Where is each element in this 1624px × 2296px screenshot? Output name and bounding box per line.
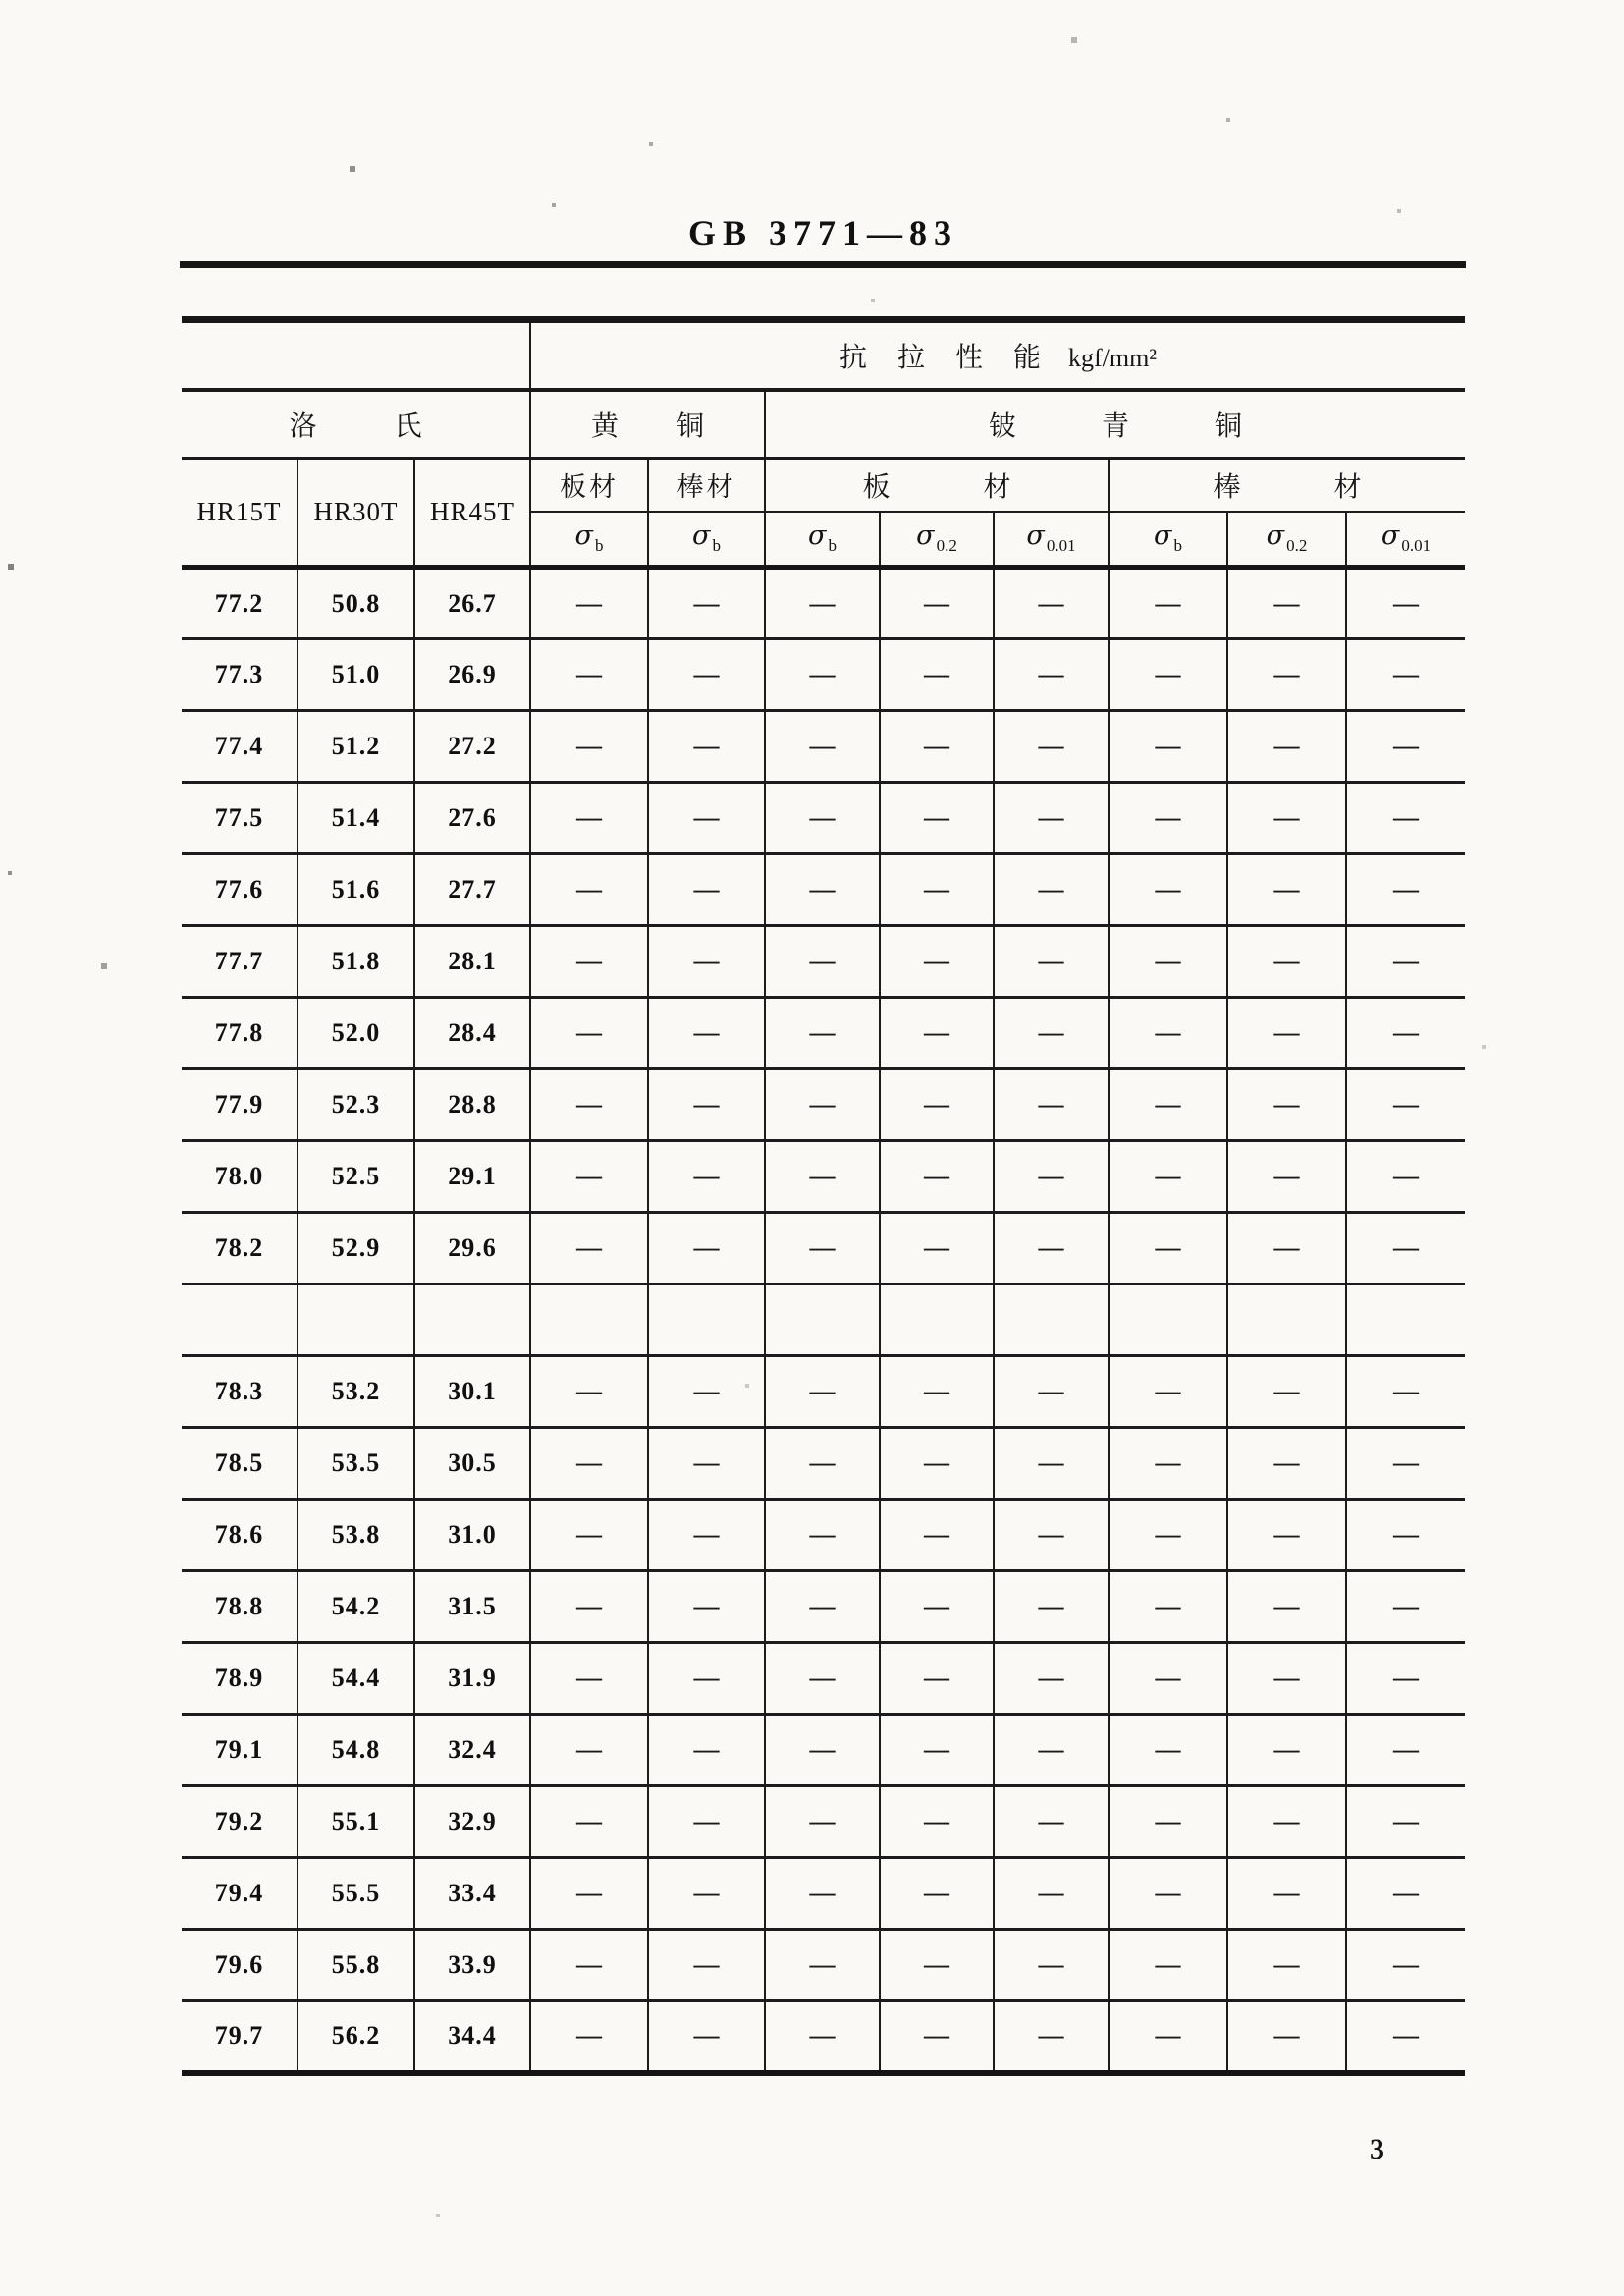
bronze-rod-sigma-001-cell: — xyxy=(1346,1786,1465,1858)
bronze-sheet-sigma-02-cell: — xyxy=(880,639,994,711)
bronze-rod-sigma-b-cell: — xyxy=(1109,639,1227,711)
hr15t-cell: 78.2 xyxy=(182,1213,298,1285)
bronze-rod-sigma-b-cell: — xyxy=(1109,854,1227,926)
hr30t-cell: 55.8 xyxy=(298,1930,414,2001)
title-rule xyxy=(180,261,1466,268)
bronze-rod-sigma-b-header xyxy=(1109,512,1227,568)
table-row xyxy=(182,1786,1465,1858)
table-row xyxy=(182,1356,1465,1428)
bronze-rod-sigma-02-cell: — xyxy=(1227,1356,1346,1428)
bronze-rod-sigma-02-cell: — xyxy=(1227,1858,1346,1930)
hr15t-cell: 78.6 xyxy=(182,1500,298,1571)
bronze-sheet-sigma-b-cell: — xyxy=(765,1858,880,1930)
header-row-scales-forms xyxy=(182,459,1465,512)
bronze-sheet-sigma-b-header xyxy=(765,512,880,568)
hr15t-cell: 79.7 xyxy=(182,2001,298,2073)
tensile-properties-header-cell xyxy=(530,320,1465,390)
table-empty-row xyxy=(182,1285,1465,1356)
sigma-subscript: 0.2 xyxy=(936,536,957,556)
hr45t-cell: 27.6 xyxy=(414,783,530,854)
brass-rod-sigma-b-cell: — xyxy=(648,1356,765,1428)
hr15t-cell: 77.3 xyxy=(182,639,298,711)
brass-sheet-sigma-b-cell: — xyxy=(530,1356,648,1428)
hr15t-cell: 78.0 xyxy=(182,1141,298,1213)
hr30t-cell: 54.2 xyxy=(298,1571,414,1643)
bronze-rod-sigma-02-header xyxy=(1227,512,1346,568)
hr45t-cell: 27.2 xyxy=(414,711,530,783)
hr45t-cell: 30.5 xyxy=(414,1428,530,1500)
brass-rod-sigma-b-cell: — xyxy=(648,783,765,854)
table-row xyxy=(182,1069,1465,1141)
brass-rod-sigma-b-cell xyxy=(648,1285,765,1356)
sigma-subscript: 0.2 xyxy=(1286,536,1308,556)
bronze-rod-sigma-001-cell: — xyxy=(1346,926,1465,998)
hr30t-cell: 50.8 xyxy=(298,568,414,639)
bronze-sheet-sigma-b-cell: — xyxy=(765,854,880,926)
bronze-sheet-sigma-001-cell: — xyxy=(994,1858,1109,1930)
bronze-rod-sigma-02-cell xyxy=(1227,1285,1346,1356)
bronze-sheet-sigma-02-cell: — xyxy=(880,1858,994,1930)
bronze-sheet-sigma-b-cell: — xyxy=(765,1428,880,1500)
bronze-rod-sigma-001-cell: — xyxy=(1346,1428,1465,1500)
bronze-rod-sigma-02-cell: — xyxy=(1227,1428,1346,1500)
hr45t-cell: 28.1 xyxy=(414,926,530,998)
hr45t-cell: 31.0 xyxy=(414,1500,530,1571)
brass-sheet-sigma-b-cell: — xyxy=(530,1643,648,1715)
hr15t-cell: 77.9 xyxy=(182,1069,298,1141)
bronze-sheet-sigma-02-cell: — xyxy=(880,1213,994,1285)
bronze-sheet-sigma-02-cell: — xyxy=(880,1356,994,1428)
bronze-sheet-sigma-02-cell: — xyxy=(880,1786,994,1858)
bronze-sheet-sigma-001-header xyxy=(994,512,1109,568)
bronze-sheet-sigma-b-cell: — xyxy=(765,998,880,1069)
hr15t-cell: 77.7 xyxy=(182,926,298,998)
bronze-rod-sigma-02-cell: — xyxy=(1227,1213,1346,1285)
bronze-rod-sigma-b-cell: — xyxy=(1109,2001,1227,2073)
hr30t-cell: 52.5 xyxy=(298,1141,414,1213)
hr15t-cell: 77.5 xyxy=(182,783,298,854)
table-row xyxy=(182,998,1465,1069)
hr15t-cell: 79.6 xyxy=(182,1930,298,2001)
bronze-sheet-sigma-02-cell xyxy=(880,1285,994,1356)
hr15t-header-cell: HR15T xyxy=(182,459,298,568)
beryllium-bronze-header-cell: 铍 青 铜 xyxy=(765,390,1465,459)
bronze-rod-sigma-02-cell: — xyxy=(1227,783,1346,854)
bronze-rod-sigma-b-cell: — xyxy=(1109,1930,1227,2001)
brass-rod-sigma-b-cell: — xyxy=(648,926,765,998)
bronze-rod-sigma-b-cell: — xyxy=(1109,1643,1227,1715)
bronze-sheet-sigma-b-cell: — xyxy=(765,1571,880,1643)
brass-header-cell: 黄 铜 xyxy=(530,390,765,459)
brass-rod-sigma-b-cell: — xyxy=(648,1571,765,1643)
bronze-sheet-sigma-b-cell: — xyxy=(765,1643,880,1715)
bronze-sheet-sigma-001-cell: — xyxy=(994,1571,1109,1643)
sigma-subscript: b xyxy=(712,536,721,556)
table-row xyxy=(182,926,1465,998)
hr45t-cell: 33.4 xyxy=(414,1858,530,1930)
bronze-sheet-sigma-001-cell: — xyxy=(994,1356,1109,1428)
bronze-sheet-sigma-b-cell: — xyxy=(765,568,880,639)
bronze-rod-sigma-b-cell: — xyxy=(1109,568,1227,639)
bronze-rod-sigma-001-cell: — xyxy=(1346,1643,1465,1715)
blank-header-cell xyxy=(182,320,530,390)
bronze-rod-sigma-b-cell: — xyxy=(1109,1786,1227,1858)
bronze-sheet-sigma-001-cell: — xyxy=(994,1786,1109,1858)
sigma-symbol: σ xyxy=(916,520,935,552)
brass-sheet-sigma-b-cell: — xyxy=(530,1069,648,1141)
sigma-symbol: σ xyxy=(808,520,827,552)
bronze-rod-sigma-02-cell: — xyxy=(1227,1141,1346,1213)
bronze-sheet-sigma-b-cell: — xyxy=(765,711,880,783)
hr45t-cell: 30.1 xyxy=(414,1356,530,1428)
hr45t-cell: 29.6 xyxy=(414,1213,530,1285)
bronze-rod-sigma-001-cell: — xyxy=(1346,1571,1465,1643)
hr30t-cell: 54.8 xyxy=(298,1715,414,1786)
hr45t-cell: 28.4 xyxy=(414,998,530,1069)
bronze-rod-sigma-001-cell: — xyxy=(1346,1500,1465,1571)
sigma-symbol: σ xyxy=(1380,520,1400,552)
bronze-rod-sigma-b-cell: — xyxy=(1109,711,1227,783)
hr15t-cell: 77.8 xyxy=(182,998,298,1069)
brass-rod-sigma-b-cell: — xyxy=(648,1428,765,1500)
bronze-sheet-sigma-001-cell: — xyxy=(994,854,1109,926)
brass-sheet-sigma-b-cell: — xyxy=(530,1786,648,1858)
bronze-rod-sigma-001-cell xyxy=(1346,1285,1465,1356)
hr30t-cell: 51.4 xyxy=(298,783,414,854)
hr45t-cell: 31.9 xyxy=(414,1643,530,1715)
brass-sheet-sigma-b-cell: — xyxy=(530,568,648,639)
bronze-sheet-sigma-b-cell: — xyxy=(765,1069,880,1141)
brass-rod-sigma-b-cell: — xyxy=(648,1069,765,1141)
brass-sheet-sigma-b-cell: — xyxy=(530,1500,648,1571)
bronze-rod-sigma-02-cell: — xyxy=(1227,1643,1346,1715)
brass-sheet-sigma-b-cell: — xyxy=(530,926,648,998)
bronze-rod-sigma-b-cell: — xyxy=(1109,1356,1227,1428)
table-row xyxy=(182,1930,1465,2001)
bronze-rod-sigma-02-cell: — xyxy=(1227,1069,1346,1141)
brass-rod-sigma-b-cell: — xyxy=(648,1715,765,1786)
sigma-subscript: 0.01 xyxy=(1401,536,1432,556)
tensile-properties-label: 抗 拉 性 能 xyxy=(839,342,1041,373)
bronze-sheet-sigma-001-cell: — xyxy=(994,2001,1109,2073)
bronze-rod-sigma-b-cell: — xyxy=(1109,1213,1227,1285)
brass-rod-sigma-b-cell: — xyxy=(648,1643,765,1715)
hr15t-cell xyxy=(182,1285,298,1356)
bronze-sheet-sigma-001-cell: — xyxy=(994,1069,1109,1141)
bronze-sheet-sigma-001-cell: — xyxy=(994,783,1109,854)
brass-rod-sigma-b-cell: — xyxy=(648,2001,765,2073)
bronze-rod-sigma-001-cell: — xyxy=(1346,711,1465,783)
bronze-rod-sigma-001-cell: — xyxy=(1346,783,1465,854)
table-row xyxy=(182,1571,1465,1643)
bronze-rod-sigma-b-cell: — xyxy=(1109,1428,1227,1500)
brass-sheet-sigma-b-cell xyxy=(530,1285,648,1356)
bronze-rod-sigma-b-cell: — xyxy=(1109,1069,1227,1141)
bronze-rod-sigma-02-cell: — xyxy=(1227,1500,1346,1571)
bronze-sheet-sigma-02-cell: — xyxy=(880,2001,994,2073)
brass-rod-header-cell: 棒材 xyxy=(648,459,765,512)
table-row xyxy=(182,1213,1465,1285)
table-body xyxy=(182,568,1465,2073)
table-row xyxy=(182,711,1465,783)
hr30t-cell: 54.4 xyxy=(298,1643,414,1715)
brass-rod-sigma-b-header xyxy=(648,512,765,568)
bronze-rod-sigma-001-cell: — xyxy=(1346,568,1465,639)
bronze-rod-sigma-b-cell: — xyxy=(1109,1141,1227,1213)
hr45t-header-cell: HR45T xyxy=(414,459,530,568)
hr15t-cell: 78.9 xyxy=(182,1643,298,1715)
bronze-rod-sigma-b-cell: — xyxy=(1109,1858,1227,1930)
table-row xyxy=(182,854,1465,926)
bronze-sheet-sigma-b-cell: — xyxy=(765,1786,880,1858)
bronze-sheet-sigma-02-cell: — xyxy=(880,998,994,1069)
hr45t-cell: 32.4 xyxy=(414,1715,530,1786)
bronze-sheet-sigma-001-cell: — xyxy=(994,711,1109,783)
brass-rod-sigma-b-cell: — xyxy=(648,1786,765,1858)
hr45t-cell: 32.9 xyxy=(414,1786,530,1858)
hr30t-cell xyxy=(298,1285,414,1356)
sigma-subscript: b xyxy=(828,536,837,556)
bronze-sheet-sigma-02-cell: — xyxy=(880,1141,994,1213)
sigma-symbol: σ xyxy=(1266,520,1285,552)
bronze-rod-sigma-02-cell: — xyxy=(1227,926,1346,998)
sigma-symbol: σ xyxy=(1026,520,1045,552)
hr15t-cell: 78.5 xyxy=(182,1428,298,1500)
table-row xyxy=(182,1428,1465,1500)
brass-sheet-sigma-b-cell: — xyxy=(530,1571,648,1643)
sigma-subscript: 0.01 xyxy=(1046,536,1076,556)
bronze-rod-sigma-02-cell: — xyxy=(1227,568,1346,639)
bronze-sheet-sigma-b-cell: — xyxy=(765,783,880,854)
hr30t-cell: 51.6 xyxy=(298,854,414,926)
hr45t-cell: 29.1 xyxy=(414,1141,530,1213)
hr15t-cell: 79.4 xyxy=(182,1858,298,1930)
brass-sheet-sigma-b-cell: — xyxy=(530,1213,648,1285)
header-row-tensile xyxy=(182,320,1465,390)
table-row xyxy=(182,2001,1465,2073)
brass-sheet-sigma-b-cell: — xyxy=(530,711,648,783)
brass-sheet-sigma-b-cell: — xyxy=(530,854,648,926)
table-row xyxy=(182,1643,1465,1715)
hr30t-cell: 51.0 xyxy=(298,639,414,711)
hr15t-cell: 78.8 xyxy=(182,1571,298,1643)
bronze-rod-sigma-02-cell: — xyxy=(1227,1930,1346,2001)
bronze-sheet-sigma-02-cell: — xyxy=(880,926,994,998)
brass-sheet-sigma-b-cell: — xyxy=(530,1858,648,1930)
hardness-tensile-table xyxy=(182,316,1465,2076)
bronze-rod-sigma-b-cell: — xyxy=(1109,1500,1227,1571)
bronze-rod-sigma-b-cell: — xyxy=(1109,926,1227,998)
bronze-sheet-sigma-b-cell: — xyxy=(765,1500,880,1571)
bronze-rod-sigma-001-cell: — xyxy=(1346,854,1465,926)
bronze-sheet-sigma-02-cell: — xyxy=(880,1930,994,2001)
brass-rod-sigma-b-cell: — xyxy=(648,998,765,1069)
bronze-rod-sigma-001-cell: — xyxy=(1346,1213,1465,1285)
bronze-rod-sigma-001-cell: — xyxy=(1346,998,1465,1069)
bronze-rod-sigma-02-cell: — xyxy=(1227,1786,1346,1858)
bronze-sheet-sigma-b-cell: — xyxy=(765,1930,880,2001)
bronze-sheet-sigma-02-cell: — xyxy=(880,711,994,783)
hr30t-cell: 51.2 xyxy=(298,711,414,783)
bronze-rod-sigma-001-cell: — xyxy=(1346,2001,1465,2073)
bronze-sheet-sigma-001-cell: — xyxy=(994,926,1109,998)
bronze-sheet-sigma-001-cell: — xyxy=(994,1500,1109,1571)
brass-rod-sigma-b-cell: — xyxy=(648,711,765,783)
bronze-rod-sigma-001-cell: — xyxy=(1346,1930,1465,2001)
hr45t-cell xyxy=(414,1285,530,1356)
brass-rod-sigma-b-cell: — xyxy=(648,568,765,639)
hr30t-cell: 56.2 xyxy=(298,2001,414,2073)
bronze-sheet-sigma-001-cell: — xyxy=(994,1643,1109,1715)
bronze-sheet-sigma-b-cell: — xyxy=(765,1141,880,1213)
bronze-sheet-sigma-b-cell: — xyxy=(765,1715,880,1786)
document-title: GB 3771—83 xyxy=(687,213,958,252)
table-row xyxy=(182,1715,1465,1786)
bronze-rod-sigma-b-cell: — xyxy=(1109,783,1227,854)
bronze-sheet-sigma-b-cell: — xyxy=(765,2001,880,2073)
bronze-sheet-sigma-02-cell: — xyxy=(880,1715,994,1786)
bronze-rod-sigma-02-cell: — xyxy=(1227,998,1346,1069)
bronze-rod-sigma-02-cell: — xyxy=(1227,639,1346,711)
hr45t-cell: 26.7 xyxy=(414,568,530,639)
tensile-unit-label: kgf/mm² xyxy=(1067,343,1158,372)
hr45t-cell: 34.4 xyxy=(414,2001,530,2073)
bronze-sheet-sigma-b-cell: — xyxy=(765,1213,880,1285)
page-number: 3 xyxy=(1370,2133,1384,2165)
brass-rod-sigma-b-cell: — xyxy=(648,1213,765,1285)
brass-sheet-sigma-b-cell: — xyxy=(530,998,648,1069)
sigma-subscript: b xyxy=(1173,536,1182,556)
bronze-sheet-sigma-02-cell: — xyxy=(880,568,994,639)
bronze-rod-sigma-02-cell: — xyxy=(1227,711,1346,783)
bronze-sheet-sigma-b-cell: — xyxy=(765,926,880,998)
brass-rod-sigma-b-cell: — xyxy=(648,639,765,711)
bronze-sheet-sigma-001-cell: — xyxy=(994,998,1109,1069)
bronze-sheet-sigma-001-cell: — xyxy=(994,1930,1109,2001)
bronze-rod-sigma-b-cell: — xyxy=(1109,1715,1227,1786)
table-row xyxy=(182,1141,1465,1213)
sigma-symbol: σ xyxy=(1154,520,1172,552)
table-row xyxy=(182,783,1465,854)
bronze-rod-sigma-b-cell: — xyxy=(1109,1571,1227,1643)
bronze-sheet-sigma-02-cell: — xyxy=(880,1643,994,1715)
brass-sheet-header-cell: 板材 xyxy=(530,459,648,512)
hr45t-cell: 33.9 xyxy=(414,1930,530,2001)
brass-rod-sigma-b-cell: — xyxy=(648,1500,765,1571)
hr15t-cell: 77.2 xyxy=(182,568,298,639)
bronze-rod-sigma-001-header xyxy=(1346,512,1465,568)
hr30t-cell: 53.8 xyxy=(298,1500,414,1571)
bronze-rod-sigma-001-cell: — xyxy=(1346,1715,1465,1786)
bronze-sheet-sigma-001-cell: — xyxy=(994,568,1109,639)
hr30t-cell: 52.3 xyxy=(298,1069,414,1141)
table-row xyxy=(182,1500,1465,1571)
brass-sheet-sigma-b-cell: — xyxy=(530,1141,648,1213)
brass-sheet-sigma-b-cell: — xyxy=(530,1715,648,1786)
bronze-sheet-sigma-b-cell: — xyxy=(765,639,880,711)
hr15t-cell: 79.1 xyxy=(182,1715,298,1786)
brass-rod-sigma-b-cell: — xyxy=(648,854,765,926)
bronze-sheet-sigma-001-cell: — xyxy=(994,1141,1109,1213)
hr30t-cell: 53.2 xyxy=(298,1356,414,1428)
bronze-sheet-sigma-02-cell: — xyxy=(880,783,994,854)
hr15t-cell: 78.3 xyxy=(182,1356,298,1428)
hr15t-cell: 77.4 xyxy=(182,711,298,783)
header-row-materials xyxy=(182,390,1465,459)
hr15t-cell: 79.2 xyxy=(182,1786,298,1858)
bronze-rod-sigma-02-cell: — xyxy=(1227,1571,1346,1643)
hr45t-cell: 28.8 xyxy=(414,1069,530,1141)
hr45t-cell: 31.5 xyxy=(414,1571,530,1643)
bronze-sheet-sigma-b-cell: — xyxy=(765,1356,880,1428)
hr30t-cell: 52.0 xyxy=(298,998,414,1069)
hr30t-cell: 52.9 xyxy=(298,1213,414,1285)
bronze-sheet-sigma-001-cell xyxy=(994,1285,1109,1356)
bronze-rod-sigma-b-cell: — xyxy=(1109,998,1227,1069)
bronze-rod-sigma-001-cell: — xyxy=(1346,1858,1465,1930)
bronze-sheet-sigma-001-cell: — xyxy=(994,1715,1109,1786)
brass-sheet-sigma-b-cell: — xyxy=(530,1428,648,1500)
sigma-subscript: b xyxy=(594,536,604,556)
bronze-sheet-sigma-02-cell: — xyxy=(880,1500,994,1571)
hr30t-cell: 51.8 xyxy=(298,926,414,998)
bronze-rod-sigma-001-cell: — xyxy=(1346,639,1465,711)
rockwell-header-cell: 洛 氏 xyxy=(182,390,530,459)
hr45t-cell: 26.9 xyxy=(414,639,530,711)
bronze-sheet-sigma-001-cell: — xyxy=(994,639,1109,711)
bronze-sheet-sigma-001-cell: — xyxy=(994,1213,1109,1285)
hr30t-cell: 53.5 xyxy=(298,1428,414,1500)
sigma-symbol: σ xyxy=(692,520,711,552)
bronze-sheet-sigma-02-header xyxy=(880,512,994,568)
bronze-sheet-header-cell: 板 材 xyxy=(765,459,1109,512)
sigma-symbol: σ xyxy=(574,520,593,552)
brass-sheet-sigma-b-cell: — xyxy=(530,2001,648,2073)
bronze-sheet-sigma-02-cell: — xyxy=(880,1428,994,1500)
table-row xyxy=(182,639,1465,711)
bronze-sheet-sigma-02-cell: — xyxy=(880,1069,994,1141)
bronze-rod-sigma-001-cell: — xyxy=(1346,1356,1465,1428)
hr45t-cell: 27.7 xyxy=(414,854,530,926)
brass-rod-sigma-b-cell: — xyxy=(648,1930,765,2001)
bronze-rod-sigma-b-cell xyxy=(1109,1285,1227,1356)
brass-rod-sigma-b-cell: — xyxy=(648,1141,765,1213)
bronze-rod-sigma-001-cell: — xyxy=(1346,1069,1465,1141)
hr30t-header-cell: HR30T xyxy=(298,459,414,568)
hr30t-cell: 55.5 xyxy=(298,1858,414,1930)
bronze-rod-sigma-02-cell: — xyxy=(1227,1715,1346,1786)
bronze-sheet-sigma-001-cell: — xyxy=(994,1428,1109,1500)
brass-sheet-sigma-b-header xyxy=(530,512,648,568)
brass-sheet-sigma-b-cell: — xyxy=(530,783,648,854)
bronze-rod-sigma-02-cell: — xyxy=(1227,854,1346,926)
brass-rod-sigma-b-cell: — xyxy=(648,1858,765,1930)
bronze-sheet-sigma-b-cell xyxy=(765,1285,880,1356)
table-row xyxy=(182,568,1465,639)
bronze-sheet-sigma-02-cell: — xyxy=(880,854,994,926)
bronze-rod-header-cell: 棒 材 xyxy=(1109,459,1465,512)
scan-noise xyxy=(0,0,2,2)
table-row xyxy=(182,1858,1465,1930)
bronze-rod-sigma-001-cell: — xyxy=(1346,1141,1465,1213)
hr15t-cell: 77.6 xyxy=(182,854,298,926)
bronze-rod-sigma-02-cell: — xyxy=(1227,2001,1346,2073)
hr30t-cell: 55.1 xyxy=(298,1786,414,1858)
bronze-sheet-sigma-02-cell: — xyxy=(880,1571,994,1643)
brass-sheet-sigma-b-cell: — xyxy=(530,1930,648,2001)
brass-sheet-sigma-b-cell: — xyxy=(530,639,648,711)
